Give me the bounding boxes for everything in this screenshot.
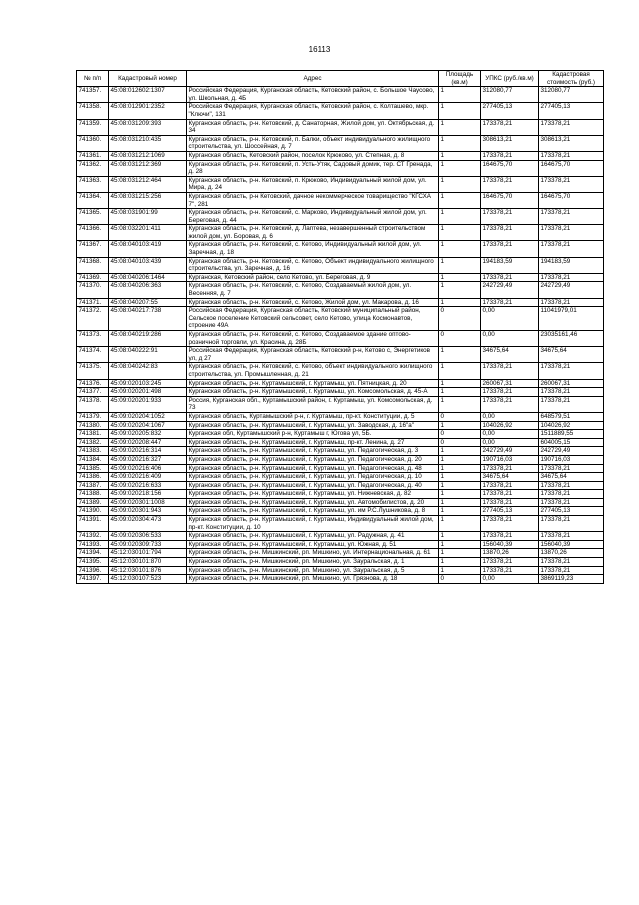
- cell-area: 1: [439, 481, 481, 490]
- cell-upks: 164675,70: [481, 160, 539, 176]
- cell-number: 741381.: [77, 430, 109, 439]
- cell-address: Курганская область, р-н Кетовский, дачное некоммерческое товарищество "КГСХА 7", 281: [187, 192, 439, 208]
- cell-address: Российская Федерация, Курганская область, Кетовский район, с. Колташево, мкр. "Ключи", 131: [187, 103, 439, 119]
- cell-upks: 0,00: [481, 438, 539, 447]
- cell-address: Курганская область, р-н. Куртамышский, г. Куртамыш, ул. им Р.С.Лушникова, д. 8: [187, 507, 439, 516]
- table-row: [77, 438, 604, 447]
- cell-number: 741383.: [77, 447, 109, 456]
- table-row: [77, 412, 604, 421]
- table-row: [77, 298, 604, 307]
- cell-cadastral-number: 45:08:040206:1464: [109, 273, 187, 282]
- cell-number: 741369.: [77, 273, 109, 282]
- table-row: [77, 282, 604, 298]
- cell-address: Курганская область, р-н. Кетовский, с. Кетово, Объект индивидуального жилищного строительства, ул. Заречная, д. 16: [187, 257, 439, 273]
- cell-cadastral-value: 173378,21: [539, 388, 604, 397]
- cell-number: 741388.: [77, 490, 109, 499]
- cell-number: 741385.: [77, 464, 109, 473]
- cell-cadastral-number: 45:12:030101:876: [109, 566, 187, 575]
- cell-cadastral-value: 156040,39: [539, 540, 604, 549]
- cell-cadastral-value: 173378,21: [539, 363, 604, 379]
- cell-cadastral-number: 45:08:031210:435: [109, 135, 187, 151]
- cell-number: 741394.: [77, 549, 109, 558]
- cell-upks: 308613,21: [481, 135, 539, 151]
- cell-number: 741386.: [77, 473, 109, 482]
- cell-upks: 194183,59: [481, 257, 539, 273]
- table-row: [77, 160, 604, 176]
- cell-address: Курганская область, Куртамышский р-н, г. Куртамыш, пр-кт. Конституции, д. 5: [187, 412, 439, 421]
- cell-address: Курганская область, р-н. Куртамышский, г. Куртамыш, ул. Заводская, д. 16"а": [187, 421, 439, 430]
- cell-address: Курганская область, р-н. Мишкинский, рп. Мишкино, ул. Интернациональная, д. 61: [187, 549, 439, 558]
- cell-upks: 34675,64: [481, 347, 539, 363]
- cell-upks: 173378,21: [481, 273, 539, 282]
- cell-number: 741367.: [77, 241, 109, 257]
- cell-cadastral-value: 173378,21: [539, 151, 604, 160]
- cell-address: Курганская область, р-н. Куртамышский, г. Куртамыш, ул. Южная, д. 51: [187, 540, 439, 549]
- cell-cadastral-value: 194183,59: [539, 257, 604, 273]
- cell-cadastral-value: 164675,70: [539, 192, 604, 208]
- cell-upks: 173378,21: [481, 498, 539, 507]
- table-row: [77, 455, 604, 464]
- cell-upks: 242729,49: [481, 282, 539, 298]
- cell-address: Курганская область, р-н. Кетовский, с. Кетово, Индивидуальный жилой дом, ул. Заречная, д. 18: [187, 241, 439, 257]
- cell-number: 741371.: [77, 298, 109, 307]
- cell-area: 1: [439, 379, 481, 388]
- table-row: [77, 273, 604, 282]
- cell-address: Российская Федерация, Курганская область, Кетовский муниципальный район, Сельское поселение Кетовский сельсовет, село Кетово, улица Космонавтов, строение 49А: [187, 307, 439, 331]
- cell-number: 741380.: [77, 421, 109, 430]
- table-row: [77, 257, 604, 273]
- cell-cadastral-value: 173378,21: [539, 490, 604, 499]
- cell-area: 1: [439, 507, 481, 516]
- header-cadastral-value: Кадастровая стоимость (руб.): [539, 71, 604, 87]
- cell-cadastral-value: 648579,51: [539, 412, 604, 421]
- cell-upks: 173378,21: [481, 490, 539, 499]
- cell-upks: 173378,21: [481, 566, 539, 575]
- cell-area: 1: [439, 473, 481, 482]
- cell-number: 741366.: [77, 225, 109, 241]
- cell-number: 741365.: [77, 209, 109, 225]
- cell-cadastral-value: 23035161,46: [539, 331, 604, 347]
- cell-cadastral-value: 1511889,55: [539, 430, 604, 439]
- cell-area: 1: [439, 135, 481, 151]
- cell-cadastral-value: 173378,21: [539, 396, 604, 412]
- cell-cadastral-number: 45:08:040103:439: [109, 257, 187, 273]
- cell-number: 741358.: [77, 103, 109, 119]
- cell-upks: 34675,64: [481, 473, 539, 482]
- cell-area: 0: [439, 438, 481, 447]
- cell-upks: 104026,92: [481, 421, 539, 430]
- table-row: [77, 532, 604, 541]
- cell-number: 741382.: [77, 438, 109, 447]
- cell-upks: 0,00: [481, 331, 539, 347]
- cell-area: 1: [439, 540, 481, 549]
- cell-area: 1: [439, 396, 481, 412]
- cell-area: 1: [439, 566, 481, 575]
- table-row: [77, 549, 604, 558]
- cell-upks: 0,00: [481, 307, 539, 331]
- header-address: Адрес: [187, 71, 439, 87]
- page-number: 16113: [308, 45, 331, 54]
- table-row: [77, 490, 604, 499]
- cell-cadastral-value: 11041979,01: [539, 307, 604, 331]
- cell-upks: 0,00: [481, 412, 539, 421]
- cell-number: 741390.: [77, 507, 109, 516]
- cell-cadastral-value: 173378,21: [539, 273, 604, 282]
- table-row: [77, 481, 604, 490]
- cell-cadastral-number: 45:09:020216:327: [109, 455, 187, 464]
- cell-area: 1: [439, 347, 481, 363]
- cell-address: Россия, Курганская обл., Куртамышский район, г. Куртамыш, ул. Комсомольская, д. 73: [187, 396, 439, 412]
- cell-address: Курганская область, р-н. Мишкинский, рп. Мишкино, ул. Грязнова, д. 18: [187, 575, 439, 584]
- cell-cadastral-value: 3869119,23: [539, 575, 604, 584]
- cell-upks: 277405,13: [481, 103, 539, 119]
- table-row: [77, 558, 604, 567]
- table-row: [77, 347, 604, 363]
- cell-cadastral-value: 34675,64: [539, 473, 604, 482]
- cell-area: 1: [439, 209, 481, 225]
- cell-upks: 242729,49: [481, 447, 539, 456]
- cell-cadastral-value: 173378,21: [539, 298, 604, 307]
- cell-area: 1: [439, 241, 481, 257]
- cell-number: 741361.: [77, 151, 109, 160]
- cell-area: 1: [439, 464, 481, 473]
- cell-number: 741359.: [77, 119, 109, 135]
- cell-area: 1: [439, 447, 481, 456]
- cell-area: 1: [439, 176, 481, 192]
- header-number: № п/п: [77, 71, 109, 87]
- cell-cadastral-number: 45:08:040222:91: [109, 347, 187, 363]
- cell-upks: 173378,21: [481, 119, 539, 135]
- cell-cadastral-number: 45:08:031212:464: [109, 176, 187, 192]
- cell-area: 1: [439, 87, 481, 103]
- cell-number: 741384.: [77, 455, 109, 464]
- cell-upks: 173378,21: [481, 225, 539, 241]
- cell-number: 741357.: [77, 87, 109, 103]
- cell-cadastral-number: 45:12:030101:794: [109, 549, 187, 558]
- cell-cadastral-value: 173378,21: [539, 241, 604, 257]
- cell-address: Курганская область, р-н. Мишкинский, рп. Мишкино, ул. Зауральская, д. 1: [187, 558, 439, 567]
- cell-address: Курганская обл, Куртамышский р-н, Куртамыш г, Югова ул, 5Б.: [187, 430, 439, 439]
- cadastral-table: [76, 70, 604, 584]
- cell-number: 741375.: [77, 363, 109, 379]
- cell-upks: 173378,21: [481, 209, 539, 225]
- cell-upks: 13870,26: [481, 549, 539, 558]
- cell-area: 0: [439, 331, 481, 347]
- cell-number: 741373.: [77, 331, 109, 347]
- cell-area: 1: [439, 103, 481, 119]
- cell-upks: 190716,03: [481, 455, 539, 464]
- cell-cadastral-number: 45:09:020204:1052: [109, 412, 187, 421]
- cell-upks: 0,00: [481, 575, 539, 584]
- cell-upks: 173378,21: [481, 396, 539, 412]
- cell-number: 741374.: [77, 347, 109, 363]
- cell-cadastral-value: 173378,21: [539, 481, 604, 490]
- cell-address: Курганская область, р-н. Куртамышский, г. Куртамыш, ул. Педагогическая, д. 40: [187, 481, 439, 490]
- cell-address: Курганская область, р-н. Куртамышский, г. Куртамыш, ул. Автомобилистов, д. 20: [187, 498, 439, 507]
- cell-address: Курганская область, р-н. Кетовский, д. Санаторная, Жилой дом, ул. Октябрьская, д. 34: [187, 119, 439, 135]
- cell-area: 0: [439, 430, 481, 439]
- cell-address: Российская Федерация, Курганская область, Кетовский р-н, Кетово с, Энергетиков ул, д 27: [187, 347, 439, 363]
- table-row: [77, 135, 604, 151]
- table-row: [77, 209, 604, 225]
- cell-cadastral-number: 45:08:032201:411: [109, 225, 187, 241]
- cell-address: Российская Федерация, Курганская область, Кетовский район, с. Большое Чаусово, ул. Школьная, д. 4Б: [187, 87, 439, 103]
- cell-address: Курганская область, р-н. Куртамышский, г. Куртамыш, пр-кт. Ленина, д. 27: [187, 438, 439, 447]
- table-row: [77, 388, 604, 397]
- cell-area: 1: [439, 363, 481, 379]
- cell-cadastral-value: 173378,21: [539, 225, 604, 241]
- cell-cadastral-number: 45:09:020306:533: [109, 532, 187, 541]
- cell-cadastral-value: 312080,77: [539, 87, 604, 103]
- table-row: [77, 396, 604, 412]
- cell-cadastral-number: 45:09:020304:473: [109, 516, 187, 532]
- cell-upks: 173378,21: [481, 532, 539, 541]
- cell-address: Курганская область, р-н. Куртамышский, г. Куртамыш, ул. Радужная, д. 41: [187, 532, 439, 541]
- header-area: Площадь (кв.м): [439, 71, 481, 87]
- cell-cadastral-value: 13870,26: [539, 549, 604, 558]
- table-row: [77, 464, 604, 473]
- cell-cadastral-number: 45:08:040206:363: [109, 282, 187, 298]
- cell-cadastral-number: 45:09:020218:156: [109, 490, 187, 499]
- cell-area: 1: [439, 151, 481, 160]
- cell-address: Курганская область, р-н. Кетовский, с. Кетово, объект индивидуального жилищного строительства, ул. Промышленная, д. 21: [187, 363, 439, 379]
- table-row: [77, 225, 604, 241]
- cell-cadastral-number: 45:08:040207:55: [109, 298, 187, 307]
- cell-cadastral-number: 45:09:020216:406: [109, 464, 187, 473]
- cell-area: 1: [439, 558, 481, 567]
- cell-address: Курганская область, р-н. Куртамышский, г. Куртамыш, ул. Педагогическая, д. 48: [187, 464, 439, 473]
- cell-area: 1: [439, 298, 481, 307]
- cell-cadastral-number: 45:12:030107:523: [109, 575, 187, 584]
- cell-cadastral-value: 173378,21: [539, 464, 604, 473]
- cell-address: Курганская область, р-н. Кетовский, п. Крюково, Индивидуальный жилой дом, ул. Мира, д. 24: [187, 176, 439, 192]
- cell-address: Курганская область, р-н. Куртамышский, г. Куртамыш, Индивидуальный жилой дом, пр-кт. Конституции, д. 10: [187, 516, 439, 532]
- cell-cadastral-number: 45:09:020301:1008: [109, 498, 187, 507]
- cell-cadastral-value: 190716,03: [539, 455, 604, 464]
- cell-upks: 173378,21: [481, 558, 539, 567]
- cell-area: 1: [439, 225, 481, 241]
- cell-upks: 260067,31: [481, 379, 539, 388]
- table-row: [77, 103, 604, 119]
- cell-area: 0: [439, 412, 481, 421]
- cell-area: 0: [439, 575, 481, 584]
- table-row: [77, 516, 604, 532]
- cell-address: Курганская область, р-н. Куртамышский, г. Куртамыш, ул. Пятницкая, д. 20: [187, 379, 439, 388]
- cell-upks: 312080,77: [481, 87, 539, 103]
- cell-address: Курганская область, р-н. Кетовский, с. Кетово, Жилой дом, ул. Макарова, д. 16: [187, 298, 439, 307]
- cell-cadastral-number: 45:08:031215:256: [109, 192, 187, 208]
- cell-number: 741364.: [77, 192, 109, 208]
- table-row: [77, 363, 604, 379]
- cell-area: 1: [439, 455, 481, 464]
- cell-cadastral-number: 45:08:012901:2352: [109, 103, 187, 119]
- cell-number: 741387.: [77, 481, 109, 490]
- cell-cadastral-number: 45:08:040242:83: [109, 363, 187, 379]
- cell-address: Курганская область, р-н. Кетовский, с. Марково, Индивидуальный жилой дом, ул. Береговая, д. 44: [187, 209, 439, 225]
- cell-upks: 173378,21: [481, 516, 539, 532]
- cell-number: 741376.: [77, 379, 109, 388]
- cell-upks: 173378,21: [481, 464, 539, 473]
- cell-cadastral-value: 604005,15: [539, 438, 604, 447]
- cell-number: 741360.: [77, 135, 109, 151]
- cell-cadastral-number: 45:08:040217:738: [109, 307, 187, 331]
- cell-cadastral-value: 173378,21: [539, 532, 604, 541]
- cell-upks: 173378,21: [481, 151, 539, 160]
- cell-cadastral-value: 34675,64: [539, 347, 604, 363]
- cell-cadastral-number: 45:08:031212:1069: [109, 151, 187, 160]
- cell-cadastral-number: 45:09:020309:733: [109, 540, 187, 549]
- cell-number: 741397.: [77, 575, 109, 584]
- header-upks: УПКС (руб./кв.м): [481, 71, 539, 87]
- cell-cadastral-value: 173378,21: [539, 516, 604, 532]
- cell-number: 741389.: [77, 498, 109, 507]
- cell-area: 1: [439, 273, 481, 282]
- cell-cadastral-number: 45:08:012602:1307: [109, 87, 187, 103]
- cell-upks: 156040,39: [481, 540, 539, 549]
- cell-address: Курганская область, р-н. Куртамышский, г. Куртамыш, ул. Педагогическая, д. 3: [187, 447, 439, 456]
- header-cadastral-number: Кадастровый номер: [109, 71, 187, 87]
- cell-upks: 277405,13: [481, 507, 539, 516]
- cell-area: 1: [439, 388, 481, 397]
- cell-cadastral-value: 173378,21: [539, 176, 604, 192]
- table-row: [77, 575, 604, 584]
- cell-cadastral-value: 104026,92: [539, 421, 604, 430]
- cell-cadastral-number: 45:09:020208:447: [109, 438, 187, 447]
- table-row: [77, 379, 604, 388]
- cell-upks: 0,00: [481, 430, 539, 439]
- cell-cadastral-number: 45:09:020201:933: [109, 396, 187, 412]
- cell-cadastral-value: 308613,21: [539, 135, 604, 151]
- cell-address: Курганская область, р-н. Мишкинский, рп. Мишкино, ул. Зауральская, д. 5: [187, 566, 439, 575]
- cell-area: 1: [439, 421, 481, 430]
- table-row: [77, 447, 604, 456]
- cell-upks: 173378,21: [481, 176, 539, 192]
- cell-address: Курганская область, р-н. Куртамышский, г. Куртамыш, ул. Педагогическая, д. 20: [187, 455, 439, 464]
- table-row: [77, 566, 604, 575]
- cell-cadastral-number: 45:12:030101:870: [109, 558, 187, 567]
- cell-cadastral-value: 173378,21: [539, 119, 604, 135]
- cell-cadastral-value: 173378,21: [539, 209, 604, 225]
- cell-address: Курганская область, р-н. Кетовский, д. Лаптева, незавершенный строительством жилой дом, ул. Боровая, д. 6: [187, 225, 439, 241]
- cell-cadastral-number: 45:09:020216:409: [109, 473, 187, 482]
- cell-cadastral-number: 45:08:040219:286: [109, 331, 187, 347]
- table-header-row: [77, 71, 604, 87]
- cell-cadastral-number: 45:08:031212:369: [109, 160, 187, 176]
- cell-cadastral-number: 45:09:020103:245: [109, 379, 187, 388]
- cell-address: Курганская область, р-н. Куртамышский, г. Куртамыш, ул. Нижневская, д. 82: [187, 490, 439, 499]
- cell-cadastral-value: 173378,21: [539, 558, 604, 567]
- table-row: [77, 540, 604, 549]
- table-row: [77, 507, 604, 516]
- table-row: [77, 87, 604, 103]
- cell-number: 741363.: [77, 176, 109, 192]
- cell-cadastral-value: 173378,21: [539, 566, 604, 575]
- cell-address: Курганская, Кетовский район, село Кетово, ул. Береговая, д. 9: [187, 273, 439, 282]
- cell-cadastral-number: 45:09:020204:1067: [109, 421, 187, 430]
- cell-number: 741368.: [77, 257, 109, 273]
- cell-upks: 164675,70: [481, 192, 539, 208]
- table-row: [77, 498, 604, 507]
- cell-upks: 173378,21: [481, 481, 539, 490]
- cell-area: 1: [439, 498, 481, 507]
- cell-cadastral-number: 45:08:031901:99: [109, 209, 187, 225]
- cell-area: 1: [439, 549, 481, 558]
- table-row: [77, 307, 604, 331]
- table-row: [77, 430, 604, 439]
- table-row: [77, 331, 604, 347]
- cell-cadastral-value: 277405,13: [539, 103, 604, 119]
- cell-cadastral-number: 45:09:020216:633: [109, 481, 187, 490]
- cell-address: Курганская область, р-н. Кетовский, п. Усть-Утяк, Садовый домик, тер. СТ Гренада, д. 28: [187, 160, 439, 176]
- cell-address: Курганская область, р-н. Кетовский, с. Кетово, Создаваемое здание оптово-розничной торговли, ул. Красина, д. 28Б: [187, 331, 439, 347]
- cell-upks: 173378,21: [481, 298, 539, 307]
- cell-area: 1: [439, 119, 481, 135]
- cell-address: Курганская область, Кетовский район, поселок Крюково, ул. Степная, д. 8: [187, 151, 439, 160]
- cell-cadastral-value: 173378,21: [539, 498, 604, 507]
- cell-area: 1: [439, 257, 481, 273]
- cell-address: Курганская область, р-н. Кетовский, п. Балки, объект индивидуального жилищного строительства, ул. Шоссейная, д. 7: [187, 135, 439, 151]
- table-row: [77, 151, 604, 160]
- table-row: [77, 421, 604, 430]
- cell-cadastral-value: 242729,49: [539, 282, 604, 298]
- table-row: [77, 119, 604, 135]
- cell-upks: 173378,21: [481, 388, 539, 397]
- table-row: [77, 192, 604, 208]
- cell-area: 1: [439, 192, 481, 208]
- cell-number: 741392.: [77, 532, 109, 541]
- cell-number: 741370.: [77, 282, 109, 298]
- cell-cadastral-number: 45:08:031209:393: [109, 119, 187, 135]
- cell-number: 741379.: [77, 412, 109, 421]
- cell-number: 741395.: [77, 558, 109, 567]
- cell-area: 1: [439, 490, 481, 499]
- cell-upks: 173378,21: [481, 241, 539, 257]
- cell-area: 1: [439, 282, 481, 298]
- cell-address: Курганская область, р-н. Кетовский, с. Кетово, Создаваемый жилой дом, ул. Весенняя, д. 7: [187, 282, 439, 298]
- cell-address: Курганская область, р-н. Куртамышский, г. Куртамыш, ул. Педагогическая, д. 10: [187, 473, 439, 482]
- table-row: [77, 241, 604, 257]
- cell-number: 741393.: [77, 540, 109, 549]
- cell-number: 741362.: [77, 160, 109, 176]
- table-row: [77, 473, 604, 482]
- cell-number: 741377.: [77, 388, 109, 397]
- cell-cadastral-value: 242729,49: [539, 447, 604, 456]
- cell-upks: 173378,21: [481, 363, 539, 379]
- cell-number: 741378.: [77, 396, 109, 412]
- cell-cadastral-number: 45:09:020216:314: [109, 447, 187, 456]
- cell-cadastral-number: 45:09:020201:498: [109, 388, 187, 397]
- cell-number: 741396.: [77, 566, 109, 575]
- cell-cadastral-value: 277405,13: [539, 507, 604, 516]
- cell-cadastral-number: 45:08:040103:419: [109, 241, 187, 257]
- cell-area: 1: [439, 516, 481, 532]
- cell-cadastral-value: 260067,31: [539, 379, 604, 388]
- cell-cadastral-number: 45:09:020301:943: [109, 507, 187, 516]
- table-row: [77, 176, 604, 192]
- cell-address: Курганская область, р-н. Куртамышский, г. Куртамыш, ул. Комсомольская, д. 45-А: [187, 388, 439, 397]
- cell-area: 0: [439, 307, 481, 331]
- cell-number: 741372.: [77, 307, 109, 331]
- cell-cadastral-value: 164675,70: [539, 160, 604, 176]
- cell-area: 1: [439, 160, 481, 176]
- cell-number: 741391.: [77, 516, 109, 532]
- cell-area: 1: [439, 532, 481, 541]
- cell-cadastral-number: 45:09:020205:832: [109, 430, 187, 439]
